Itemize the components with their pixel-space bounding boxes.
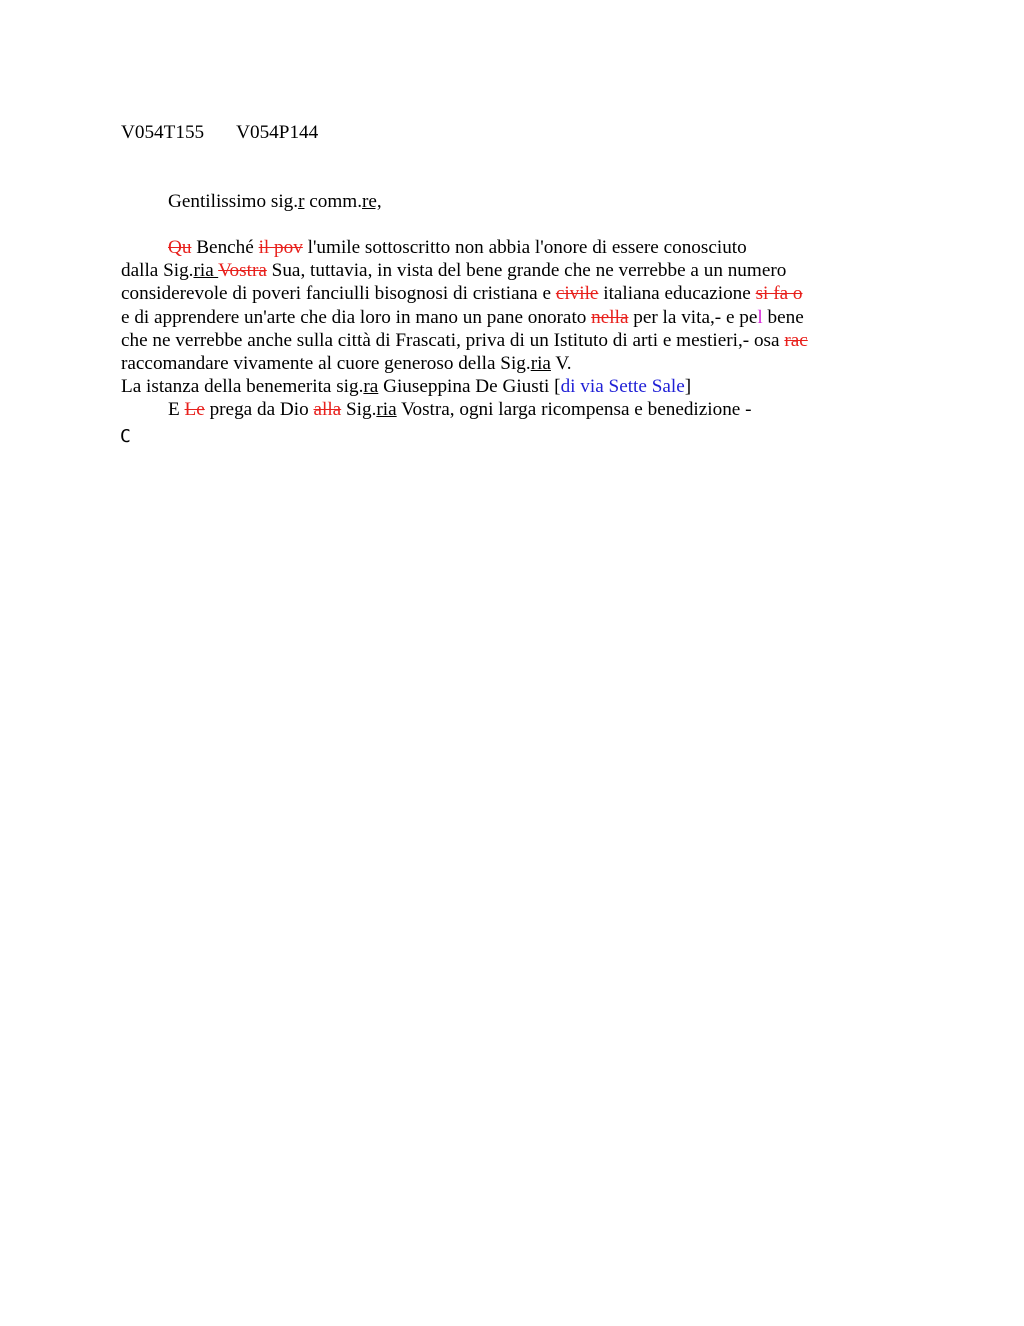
deleted-text: alla [313,399,342,421]
code-right: V054P144 [236,122,319,143]
deleted-text: rac [784,329,808,351]
text: dalla Sig. [121,260,194,282]
inserted-text: di via Sette Sale [560,376,685,398]
letter-line-7 [121,375,881,398]
text: raccomandare vivamente al cuore generoso della Sig. [121,352,531,374]
letter-line-5 [121,329,881,352]
text: prega da Dio [204,399,314,421]
text: Sua, tuttavia, in vista del bene grande che ne verrebbe a un numero [266,260,787,282]
salutation-text: comm. [304,191,363,212]
reference-codes [121,121,318,144]
text: V. [550,352,572,374]
text: l'umile sottoscritto non abbia l'onore di essere conosciuto [302,237,747,258]
deleted-text: nella [591,306,629,328]
salutation [168,190,382,213]
letter-line-4 [121,306,881,329]
deleted-text: Qu [168,237,192,258]
letter-body [121,236,881,422]
letter-line-2 [121,259,881,282]
highlighted-letter: l [757,306,763,328]
letter-line-8 [121,398,881,421]
salutation-text: Gentilissimo sig. [168,191,299,212]
letter-line-6 [121,352,881,375]
text: per la vita,- e pe [628,306,758,328]
deleted-text: Le [184,399,205,421]
text: E [168,399,185,421]
text: bene [762,306,804,328]
text: Vostra, ogni larga ricompensa e benedizione - [396,399,752,421]
abbrev-underlined: ria [376,399,397,421]
abbrev-underlined: ra [363,376,379,398]
deleted-text: si fa o [755,283,803,305]
text: che ne verrebbe anche sulla città di Frascati, priva di un Istituto di arti e mestieri,- osa [121,329,785,351]
deleted-text: il pov [258,237,303,258]
text: Giuseppina De Giusti [ [378,376,561,398]
deleted-text: civile [555,283,599,305]
letter-line-3 [121,282,881,305]
text: considerevole di poveri fanciulli bisognosi di cristiana e [121,283,556,305]
text: ] [684,376,692,398]
abbrev-underlined: ria [193,260,219,282]
code-left: V054T155 [121,122,205,143]
letter-line-1 [121,236,881,259]
text: Sig. [341,399,377,421]
footer-mark: C [120,426,131,447]
text: e di apprendere un'arte che dia loro in mano un pane onorato [121,306,592,328]
text: La istanza della benemerita sig. [121,376,364,398]
abbrev-underlined: ria [530,352,551,374]
salutation-abbrev: r [298,191,305,212]
text: Benché [191,237,259,258]
text: italiana educazione [598,283,756,305]
deleted-text: Vostra [218,260,267,282]
salutation-abbrev: re, [362,191,382,212]
